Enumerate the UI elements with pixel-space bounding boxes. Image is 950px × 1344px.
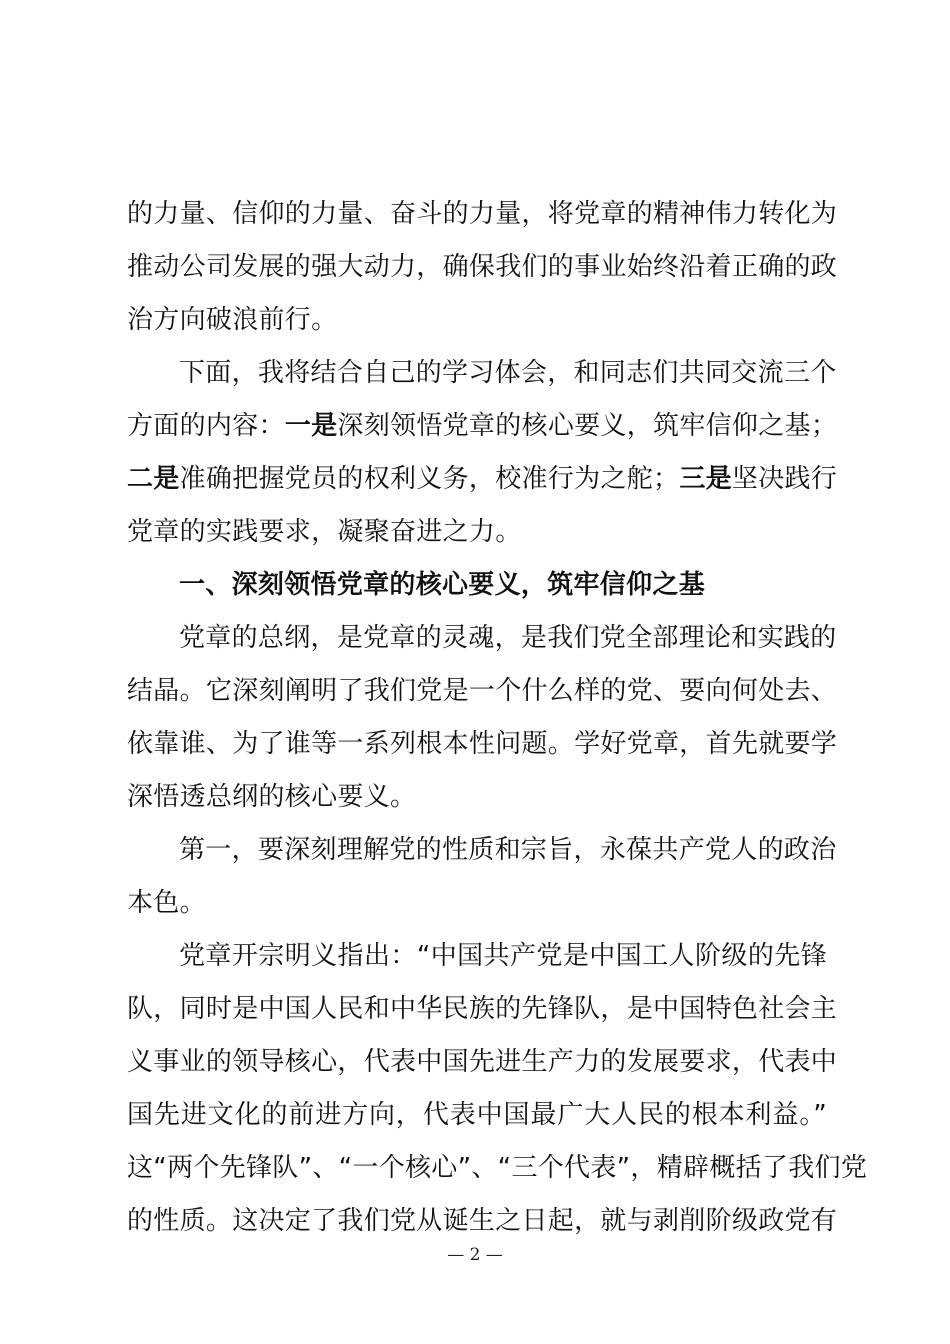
paragraph-line: 本色。 (127, 888, 206, 918)
paragraph-line: 义事业的领导核心，代表中国先进生产力的发展要求，代表中 (127, 1047, 838, 1077)
text-run: 坚决践行 (731, 464, 838, 494)
paragraph-line: 的力量、信仰的力量、奋斗的力量，将党章的精神伟力转化为 (127, 199, 838, 229)
paragraph-line: 党章的实践要求，凝聚奋进之力。 (127, 517, 522, 547)
paragraph-line: 治方向破浪前行。 (127, 305, 338, 335)
document-body (127, 188, 868, 1248)
paragraph-line: 这“两个先锋队”、“一个核心”、“三个代表”，精辟概括了我们党 (127, 1153, 868, 1183)
paragraph-line (127, 453, 838, 506)
emphasis-label-two: 二是 (127, 464, 180, 494)
emphasis-label-three: 三是 (679, 464, 732, 494)
paragraph-line: 第一，要深刻理解党的性质和宗旨，永葆共产党人的政治 (179, 835, 837, 865)
paragraph-line: 党章的总纲，是党章的灵魂，是我们党全部理论和实践的 (179, 623, 837, 653)
paragraph-line: 依靠谁、为了谁等一系列根本性问题。学好党章，首先就要学 (127, 729, 838, 759)
paragraph-line: 的性质。这决定了我们党从诞生之日起，就与剥削阶级政党有 (127, 1206, 838, 1236)
emphasis-label-one: 一是 (284, 411, 338, 441)
text-run: 方面的内容： (127, 411, 285, 441)
page-number: — 2 — (447, 1245, 503, 1265)
paragraph-line (127, 400, 838, 453)
section-heading: 一、深刻领悟党章的核心要义，筑牢信仰之基 (179, 570, 706, 600)
paragraph-line: 队，同时是中国人民和中华民族的先锋队，是中国特色社会主 (127, 994, 838, 1024)
paragraph-line: 国先进文化的前进方向，代表中国最广大人民的根本利益。” (127, 1100, 827, 1130)
paragraph-line: 党章开宗明义指出：“中国共产党是中国工人阶级的先锋 (179, 941, 827, 971)
text-run: 深刻领悟党章的核心要义，筑牢信仰之基； (337, 411, 838, 441)
paragraph-line: 深悟透总纲的核心要义。 (127, 782, 417, 812)
text-run: 准确把握党员的权利义务，校准行为之舵； (179, 464, 680, 494)
paragraph-line: 推动公司发展的强大动力，确保我们的事业始终沿着正确的政 (127, 252, 838, 282)
paragraph-line: 结晶。它深刻阐明了我们党是一个什么样的党、要向何处去、 (127, 676, 838, 706)
paragraph-line: 下面，我将结合自己的学习体会，和同志们共同交流三个 (179, 358, 837, 388)
